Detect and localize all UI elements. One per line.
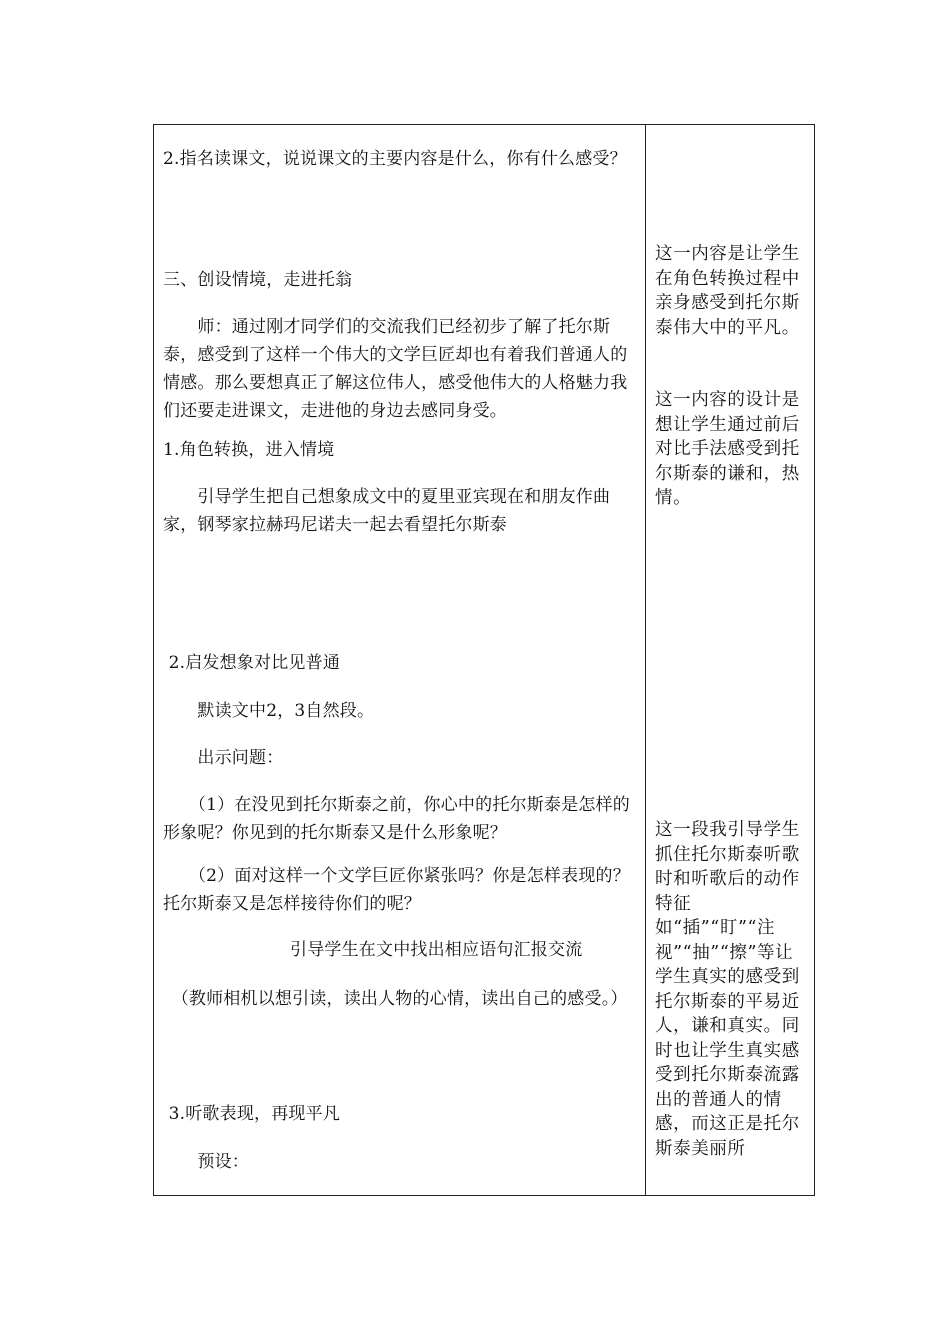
design-note: 这一内容是让学生在角色转换过程中亲身感受到托尔斯泰伟大中的平凡。 [655, 244, 800, 338]
left-paragraph: 2.指名读课文，说说课文的主要内容是什么，你有什么感受？ [163, 149, 627, 169]
left-paragraph: （教师相机以想引读，读出人物的心情，读出自己的感受。） [163, 989, 628, 1009]
left-paragraph: 引导学生把自己想象成文中的夏里亚宾现在和朋友作曲家，钢琴家拉赫玛尼诺夫一起去看望托尔斯泰 [163, 487, 611, 535]
left-paragraph: 出示问题： [163, 748, 284, 768]
left-paragraph-centered: 引导学生在文中找出相应语句汇报交流 [290, 940, 583, 960]
design-note: 这一内容的设计是想让学生通过前后对比手法感受到托尔斯泰的谦和，热情。 [655, 390, 800, 508]
left-paragraph: 默读文中2，3自然段。 [163, 701, 375, 721]
left-paragraph: （2）面对这样一个文学巨匠你紧张吗？你是怎样表现的？托尔斯泰又是怎样接待你们的呢？ [163, 866, 630, 914]
sub-heading: 2.启发想象对比见普通 [163, 653, 341, 673]
section-heading: 三、创设情境，走进托翁 [163, 270, 353, 290]
sub-heading: 3.听歌表现，再现平凡 [163, 1104, 341, 1124]
left-paragraph: （1）在没见到托尔斯泰之前，你心中的托尔斯泰是怎样的形象呢？你见到的托尔斯泰又是什么形象呢？ [163, 795, 630, 843]
left-paragraph: 师：通过刚才同学们的交流我们已经初步了解了托尔斯泰，感受到了这样一个伟大的文学巨匠却也有着我们普通人的情感。那么要想真正了解这位伟人，感受他伟大的人格魅力我们还要走进课文，走进他的身边去感同身受。 [163, 317, 628, 421]
design-note: 这一段我引导学生抓住托尔斯泰听歌时和听歌后的动作特征如“插”“盯”“注视”“抽”“擦”等让学生真实的感受到托尔斯泰的平易近人，谦和真实。同时也让学生真实感受到托尔斯泰流露出的普通人的情感，而这正是托尔斯泰美丽所 [655, 820, 800, 1159]
column-divider [645, 124, 646, 1196]
sub-heading: 1.角色转换，进入情境 [163, 440, 335, 460]
left-paragraph: 预设： [163, 1152, 249, 1172]
